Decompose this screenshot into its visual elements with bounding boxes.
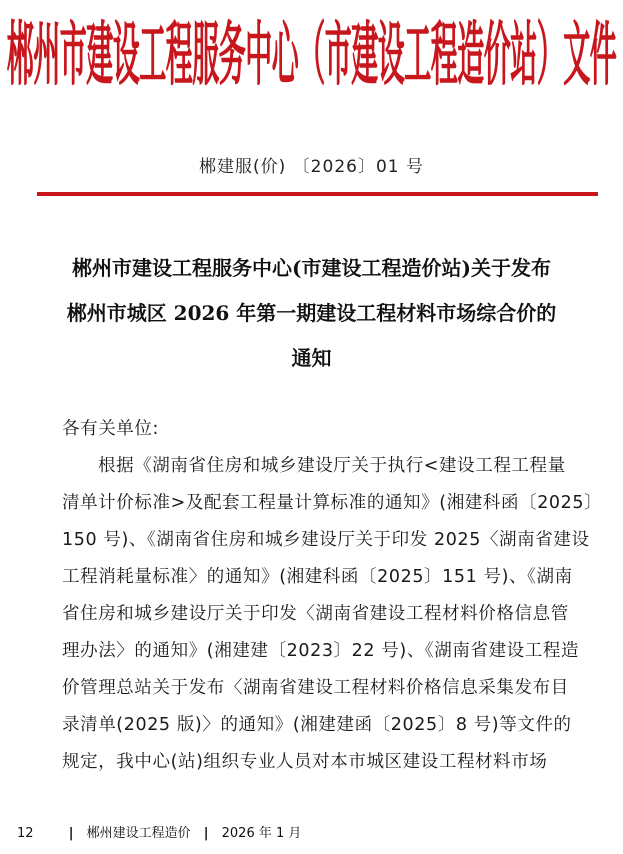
salutation: 各有关单位: — [62, 419, 159, 439]
notice-body — [62, 411, 603, 781]
body-line: 价管理总站关于发布〈湖南省建设工程材料价格信息采集发布目 — [62, 678, 569, 698]
body-line: 清单计价标准>及配套工程量计算标准的通知》(湘建科函〔2025〕 — [62, 493, 603, 513]
footer-separator: | — [68, 826, 74, 841]
title-line: 通知 — [291, 346, 332, 370]
document-number: 郴建服(价) 〔2026〕01 号 — [199, 157, 424, 177]
body-line: 理办法〉的通知》(湘建建〔2023〕22 号)、《湖南省建设工程造 — [62, 641, 580, 661]
title-line: 郴州市建设工程服务中心(市建设工程造价站)关于发布 — [72, 256, 551, 280]
body-line: 省住房和城乡建设厅关于印发〈湖南省建设工程材料价格信息管 — [62, 604, 569, 624]
issue-date: 2026 年 1 月 — [221, 826, 302, 841]
masthead-title: 郴州市建设工程服务中心（市建设工程造价站）文件 — [6, 16, 617, 96]
body-line: 根据《湖南省住房和城乡建设厅关于执行<建设工程工程量 — [98, 456, 566, 476]
red-divider — [37, 192, 598, 196]
footer-separator: | — [203, 826, 209, 841]
body-line: 工程消耗量标准〉的通知》(湘建科函〔2025〕151 号)、《湖南 — [62, 567, 573, 587]
title-line: 郴州市城区 2026 年第一期建设工程材料市场综合价的 — [66, 301, 557, 325]
body-line: 规定，我中心(站)组织专业人员对本市城区建设工程材料市场 — [62, 752, 548, 772]
page-number: 12 — [17, 826, 34, 841]
page-footer — [17, 822, 301, 841]
document-masthead — [0, 14, 623, 104]
notice-title — [30, 246, 593, 381]
publication-name: 郴州建设工程造价 — [86, 826, 191, 841]
body-line: 150 号)、《湖南省住房和城乡建设厅关于印发 2025〈湖南省建设 — [62, 530, 590, 550]
body-line: 录清单(2025 版)〉的通知》(湘建建函〔2025〕8 号)等文件的 — [62, 715, 572, 735]
